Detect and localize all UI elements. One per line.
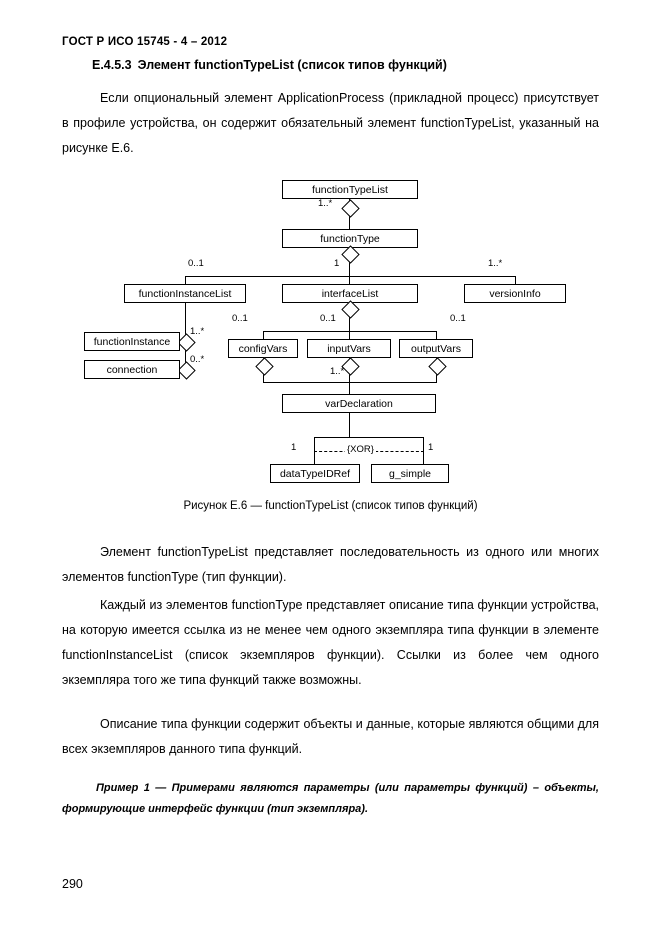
edge-ft-bus <box>185 276 515 277</box>
edge-vars-bus <box>263 382 437 383</box>
node-function-type: functionType <box>282 229 418 248</box>
multiplicity-fil-fi: 1..* <box>190 326 205 337</box>
multiplicity-il-in: 0..1 <box>320 313 336 324</box>
node-g-simple: g_simple <box>371 464 449 483</box>
edge-drop-cfg <box>263 331 264 339</box>
node-function-type-list: functionTypeList <box>282 180 418 199</box>
edge-drop-vi <box>515 276 516 284</box>
figure-caption: Рисунок E.6 — functionTypeList (список типов функций) <box>183 500 478 512</box>
edge-drop-fil <box>185 276 186 284</box>
node-data-type-id-ref: dataTypeIDRef <box>270 464 360 483</box>
node-input-vars: inputVars <box>307 339 391 358</box>
page-number: 290 <box>62 877 83 891</box>
node-interface-list: interfaceList <box>282 284 418 303</box>
edge-drop-in <box>349 331 350 339</box>
multiplicity-il-out: 0..1 <box>450 313 466 324</box>
paragraph-4: Описание типа функции содержит объекты и данные, которые являются общими для всех экземпляров данного типа функций. <box>62 717 599 756</box>
aggregation-diamond-ftl <box>341 199 359 217</box>
aggregation-diamond-out <box>428 357 446 375</box>
section-number: E.4.5.3 <box>92 58 132 72</box>
page-header: ГОСТ Р ИСО 15745 - 4 – 2012 <box>62 36 228 48</box>
xor-label: {XOR} <box>347 444 374 455</box>
multiplicity-ft-fil: 0..1 <box>188 258 204 269</box>
multiplicity-il-cfg: 0..1 <box>232 313 248 324</box>
edge-vd-down <box>349 413 350 437</box>
node-connection: connection <box>84 360 180 379</box>
multiplicity-ft-il: 1 <box>334 258 340 269</box>
paragraph-intro: Если опциональный элемент ApplicationProcess (прикладной процесс) присутствует в профиле устройства, он содержит обязательный элемент functionTypeList, указанный на рисунке E.6. <box>62 91 599 155</box>
node-config-vars: configVars <box>228 339 298 358</box>
multiplicity-fil-conn: 0..* <box>190 354 205 365</box>
node-function-instance-list: functionInstanceList <box>124 284 246 303</box>
section-heading <box>92 58 447 72</box>
node-version-info: versionInfo <box>464 284 566 303</box>
multiplicity-vars-vd: 1..* <box>330 366 345 377</box>
edge-xor-bus <box>314 437 424 438</box>
paragraph-3: Каждый из элементов functionType представляет описание типа функции устройства, на которую имеется ссылка из не менее чем одного экземпляра типа функции в элементе functionInstanceList (список экземпляров функции). Ссылки из более чем одного экземпляра того же типа функций также возможны. <box>62 598 599 687</box>
node-var-declaration: varDeclaration <box>282 394 436 413</box>
multiplicity-ftl-ft: 1..* <box>318 198 333 209</box>
multiplicity-vd-gs: 1 <box>428 442 434 453</box>
paragraph-2: Элемент functionTypeList представляет последовательность из одного или многих элементов functionType (тип функции). <box>62 545 599 584</box>
node-function-instance: functionInstance <box>84 332 180 351</box>
node-output-vars: outputVars <box>399 339 473 358</box>
edge-vd-stem <box>349 382 350 394</box>
figure-e6-diagram <box>0 170 661 495</box>
example-note: Пример 1 — Примерами являются параметры (или параметры функций) – объекты, формирующие интерфейс функции (тип экземпляра). <box>62 782 599 815</box>
section-title-text: Элемент functionTypeList (список типов функций) <box>137 58 447 72</box>
edge-drop-out <box>436 331 437 339</box>
aggregation-diamond-cfg <box>255 357 273 375</box>
edge-drop-il <box>349 276 350 284</box>
multiplicity-ft-vi: 1..* <box>488 258 503 269</box>
multiplicity-vd-dtr: 1 <box>291 442 297 453</box>
